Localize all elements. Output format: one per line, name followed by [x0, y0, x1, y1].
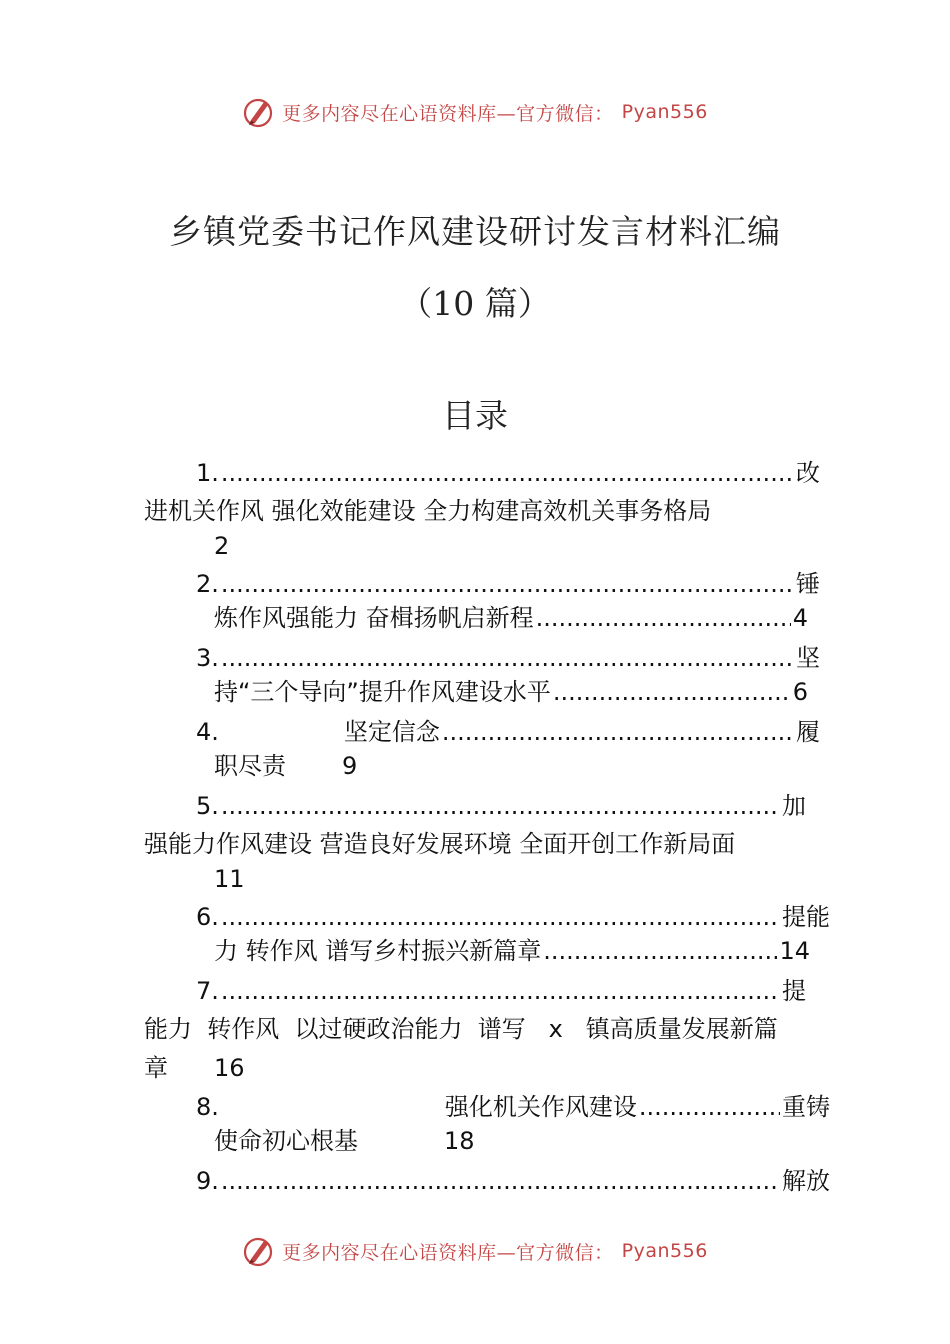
toc-number: 4. — [196, 718, 219, 746]
toc-title-start: 履 — [796, 718, 820, 746]
watermark-text: 更多内容尽在心语资料库—官方微信： — [282, 102, 614, 125]
toc-number: 8. — [196, 1093, 219, 1121]
toc-entry-1[interactable] — [196, 458, 820, 488]
toc-page: 9 — [342, 752, 358, 780]
watermark-text: 更多内容尽在心语资料库—官方微信： — [282, 1241, 614, 1264]
toc-entry-6[interactable] — [196, 902, 830, 932]
toc-entry-5[interactable] — [196, 791, 806, 821]
toc-number: 1. — [196, 459, 219, 487]
toc-page: 18 — [444, 1127, 475, 1155]
toc-entry-9[interactable] — [196, 1166, 830, 1196]
toc-title-start: 坚 — [796, 644, 820, 672]
toc-title-mid: 强化机关作风建设 — [444, 1093, 637, 1121]
toc-entry-6-line — [214, 936, 810, 966]
toc-title-rest: 炼作风强能力 奋楫扬帆启新程 — [214, 604, 534, 632]
pen-logo-icon — [242, 96, 274, 128]
toc-leader — [221, 902, 780, 932]
toc-leader — [221, 1166, 780, 1196]
toc-entry-8[interactable] — [196, 1092, 830, 1122]
toc-entry-2[interactable] — [196, 569, 820, 599]
toc-number: 6. — [196, 903, 219, 931]
toc-title-mid: 坚定信念 — [343, 718, 440, 746]
toc-entry-3[interactable] — [196, 643, 820, 673]
toc-page: 4 — [792, 604, 808, 632]
toc-entry-2-line — [214, 603, 808, 633]
toc-title-start: 重铸 — [782, 1093, 830, 1121]
toc-leader — [543, 936, 777, 966]
toc-leader — [639, 1092, 780, 1122]
toc-title-rest: 能力 转作风 以过硬政治能力 谱写 x 镇高质量发展新篇 — [144, 1015, 778, 1043]
toc-title-start: 加 — [782, 792, 806, 820]
toc-entry-7[interactable] — [196, 976, 806, 1006]
toc-leader — [536, 603, 791, 633]
toc-heading: 目录 — [442, 396, 508, 435]
toc-page: 16 — [214, 1054, 245, 1082]
toc-page: 2 — [214, 532, 230, 560]
toc-leader — [553, 677, 791, 707]
toc-number: 3. — [196, 644, 219, 672]
toc-leader — [221, 458, 794, 488]
toc-title-start: 解放 — [782, 1167, 830, 1195]
toc-number: 9. — [196, 1167, 219, 1195]
toc-page: 6 — [792, 678, 808, 706]
toc-entry-4[interactable] — [196, 717, 820, 747]
toc-title-start: 提 — [782, 977, 806, 1005]
toc-leader — [221, 643, 794, 673]
toc-title-start: 提能 — [782, 903, 830, 931]
toc-title-rest: 力 转作风 谱写乡村振兴新篇章 — [214, 937, 542, 965]
watermark-id: Pyan556 — [621, 1240, 708, 1262]
toc-leader — [221, 791, 780, 821]
toc-title-rest: 使命初心根基 — [214, 1127, 358, 1155]
toc-number: 7. — [196, 977, 219, 1005]
toc-page: 14 — [779, 937, 810, 965]
watermark-header — [0, 96, 950, 128]
toc-title-rest: 持“三个导向”提升作风建设水平 — [214, 678, 551, 706]
toc-title-start: 改 — [796, 459, 820, 487]
toc-page: 11 — [214, 865, 245, 893]
toc-leader — [221, 976, 780, 1006]
toc-title-rest: 职尽责 — [214, 752, 286, 780]
toc-leader — [442, 717, 794, 747]
toc-title-rest: 强能力作风建设 营造良好发展环境 全面开创工作新局面 — [144, 830, 736, 858]
watermark-footer — [0, 1235, 950, 1267]
toc-number: 5. — [196, 792, 219, 820]
toc-title-rest-2: 章 — [144, 1054, 168, 1082]
pen-logo-icon — [242, 1235, 274, 1267]
document-title: 乡镇党委书记作风建设研讨发言材料汇编 — [169, 212, 781, 251]
watermark-id: Pyan556 — [621, 101, 708, 123]
toc-leader — [221, 569, 794, 599]
toc-entry-3-line — [214, 677, 808, 707]
toc-title-start: 锤 — [796, 570, 820, 598]
toc-number: 2. — [196, 570, 219, 598]
document-subtitle: （10 篇） — [399, 284, 551, 323]
toc-title-rest: 进机关作风 强化效能建设 全力构建高效机关事务格局 — [144, 497, 712, 525]
